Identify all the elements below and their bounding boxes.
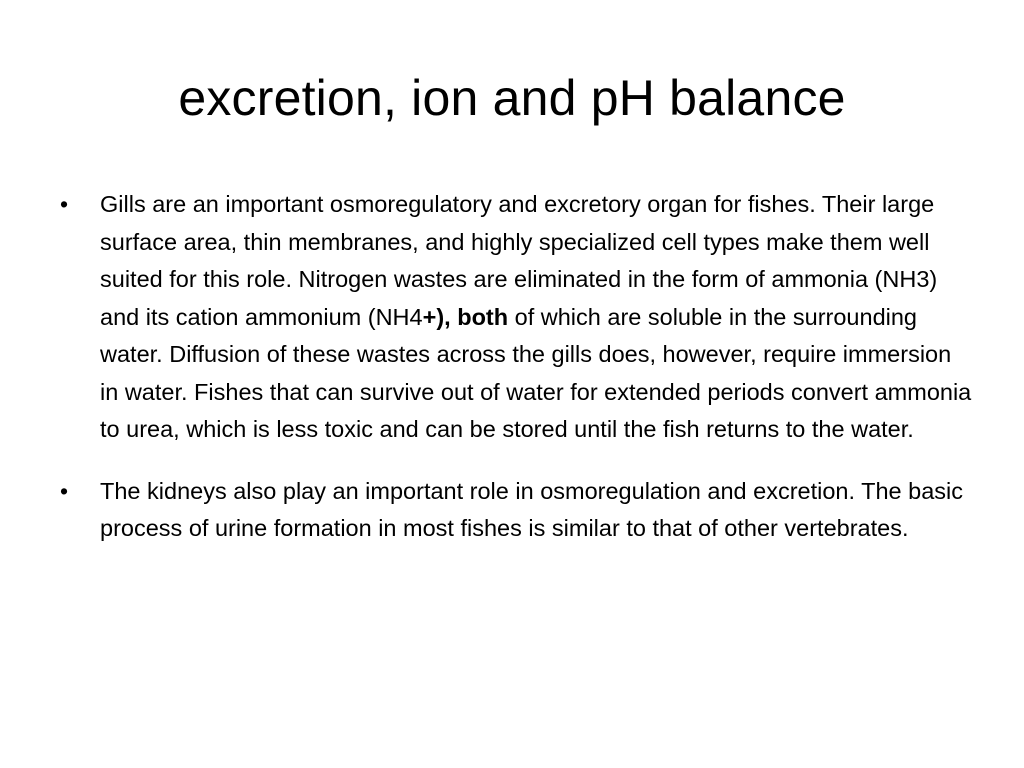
bullet-text: The kidneys also play an important role in osmoregulation and excretion. The basic process of urine formation in most fishes is similar to that of other vertebrates. [100,477,964,541]
bullet-text: Gills are an important osmoregulatory and excretory organ for fishes. Their large surface area, thin membranes, and highly specialized cell types make them well suited for this role. Nitrogen wastes are eliminated in the form of ammonia (NH3) and its cation ammonium (NH4 [100,191,938,330]
bullet-item-gills [52,186,972,449]
bullet-marker-icon: • [60,477,69,504]
bullet-list [52,186,972,572]
bullet-bold-text: +), both [422,303,509,330]
slide-title: excretion, ion and pH balance [178,70,846,126]
bullet-marker-icon: • [60,191,69,217]
bullet-text: of which are soluble in the surrounding water. Diffusion of these wastes across the gills does, however, require immersion in water. Fishes that can survive out of water for extended periods convert ammonia to urea, which is less toxic and can be stored until the fish returns to the water. [100,303,972,442]
bullet-item-kidneys [52,473,972,548]
